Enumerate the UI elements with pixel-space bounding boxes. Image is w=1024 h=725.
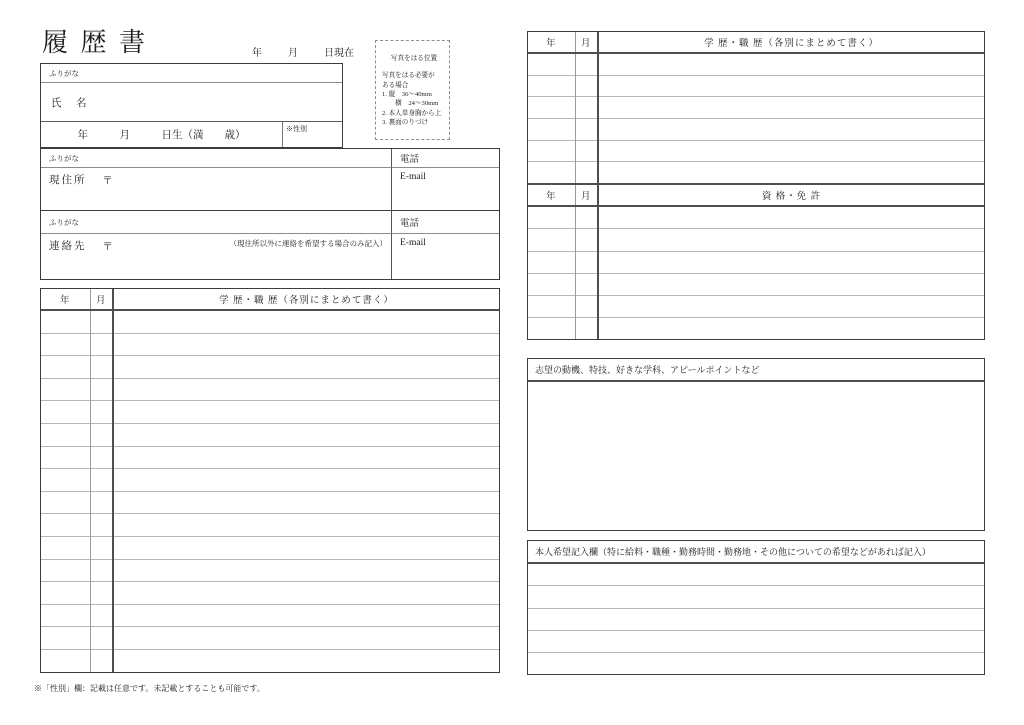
table-cell[interactable] [598, 162, 984, 183]
table-cell[interactable] [90, 333, 113, 356]
table-row [41, 378, 499, 401]
table-cell[interactable] [90, 536, 113, 559]
postal-mark: 〒 [102, 242, 113, 253]
table-cell[interactable] [528, 318, 575, 340]
alt-contact-label: 連絡先 [49, 241, 87, 252]
year-column-header: 年 [41, 289, 90, 310]
table-cell[interactable] [113, 401, 499, 424]
photo-note-line: 3. 裏面のりづけ [382, 119, 429, 127]
table-row [41, 469, 499, 492]
table-row [41, 649, 499, 671]
page-title: 履 歴 書 [42, 28, 149, 57]
table-cell[interactable] [598, 273, 984, 295]
date-day-label: 日現在 [324, 48, 354, 59]
table-cell[interactable] [41, 536, 90, 559]
email-label: E-mail [400, 238, 426, 248]
table-cell[interactable] [90, 559, 113, 582]
table-row [41, 582, 499, 605]
table-cell[interactable] [90, 310, 113, 333]
motivation-input-area[interactable] [528, 382, 984, 528]
alt-phone-cell [392, 211, 499, 234]
qualifications-column-header: 資 格・免 許 [598, 184, 984, 206]
table-row [41, 446, 499, 469]
table-cell[interactable] [528, 630, 984, 652]
table-cell[interactable] [598, 140, 984, 162]
table-cell[interactable] [575, 97, 598, 119]
table-cell[interactable] [113, 514, 499, 537]
address-furigana-row [41, 149, 392, 168]
phone-label: 電話 [400, 155, 420, 165]
alt-contact-row [41, 234, 392, 279]
name-furigana-row [41, 64, 342, 83]
table-row [41, 627, 499, 650]
table-cell[interactable] [90, 378, 113, 401]
table-row [41, 536, 499, 559]
table-cell[interactable] [90, 627, 113, 650]
wishes-header: 本人希望記入欄（特に給料・職種・勤務時間・勤務地・その他についての希望などがあれば記入） [528, 541, 984, 564]
education-history-table-left [40, 288, 500, 673]
table-row [41, 423, 499, 446]
table-header-row [528, 32, 984, 53]
date-year-label: 年 [252, 48, 262, 59]
photo-placeholder-box [375, 40, 450, 140]
table-cell[interactable] [41, 627, 90, 650]
table-cell[interactable] [528, 53, 575, 75]
table-cell[interactable] [528, 251, 575, 273]
table-cell[interactable] [598, 295, 984, 317]
table-cell[interactable] [113, 423, 499, 446]
photo-note-line: 写真をはる必要が [382, 72, 435, 80]
table-cell[interactable] [528, 586, 984, 608]
table-cell[interactable] [598, 251, 984, 273]
table-cell[interactable] [41, 604, 90, 627]
alt-furigana-input-area[interactable] [79, 211, 391, 233]
table-cell[interactable] [528, 273, 575, 295]
table-row [41, 604, 499, 627]
table-row [528, 97, 984, 119]
table-cell[interactable] [41, 469, 90, 492]
email-cell [392, 168, 499, 211]
table-row [41, 491, 499, 514]
table-row [528, 119, 984, 141]
year-column-header: 年 [528, 32, 575, 53]
table-cell[interactable] [41, 333, 90, 356]
table-cell[interactable] [528, 295, 575, 317]
table-row [528, 162, 984, 183]
table-cell[interactable] [90, 446, 113, 469]
alt-email-cell [392, 234, 499, 279]
personal-wishes-section [527, 540, 985, 675]
table-cell[interactable] [528, 653, 984, 675]
furigana-label: ふりがな [49, 153, 79, 163]
table-row [41, 356, 499, 379]
right-page-tables [527, 31, 985, 340]
table-cell[interactable] [575, 251, 598, 273]
table-cell[interactable] [528, 140, 575, 162]
gender-label: ※性別 [286, 125, 307, 133]
history-column-header: 学 歴・職 歴（各別にまとめて書く） [598, 32, 984, 53]
table-cell[interactable] [575, 75, 598, 97]
table-row [41, 401, 499, 424]
current-date-line [252, 44, 354, 59]
table-cell[interactable] [528, 229, 575, 251]
motivation-header: 志望の動機、特技、好きな学科、アピールポイントなど [528, 359, 984, 382]
table-cell[interactable] [598, 53, 984, 75]
table-cell[interactable] [528, 75, 575, 97]
table-cell[interactable] [41, 491, 90, 514]
table-cell[interactable] [113, 604, 499, 627]
table-cell[interactable] [113, 627, 499, 650]
table-cell[interactable] [113, 333, 499, 356]
table-row [41, 333, 499, 356]
table-row [528, 206, 984, 229]
photo-note-line: ある場合 [382, 81, 409, 89]
table-cell[interactable] [528, 564, 984, 586]
table-cell[interactable] [113, 491, 499, 514]
table-cell[interactable] [41, 559, 90, 582]
table-cell[interactable] [598, 75, 984, 97]
table-cell[interactable] [113, 469, 499, 492]
table-row [528, 75, 984, 97]
photo-note-line: 横 24～30mm [382, 100, 439, 108]
table-cell[interactable] [41, 378, 90, 401]
furigana-label: ふりがな [49, 217, 79, 227]
table-cell[interactable] [113, 582, 499, 605]
table-cell[interactable] [528, 608, 984, 630]
month-column-header: 月 [575, 32, 598, 53]
table-row [528, 229, 984, 251]
phone-cell [392, 149, 499, 168]
email-label: E-mail [400, 172, 426, 182]
month-column-header: 月 [90, 289, 113, 310]
table-cell[interactable] [113, 310, 499, 333]
birthdate-label: 年 月 日生（満 歳） [77, 130, 246, 141]
name-input-area[interactable] [89, 83, 343, 121]
table-cell[interactable] [575, 295, 598, 317]
table-cell[interactable] [41, 582, 90, 605]
table-cell[interactable] [598, 206, 984, 229]
contact-section [40, 148, 500, 280]
table-header-row [528, 184, 984, 206]
table-cell[interactable] [90, 582, 113, 605]
date-month-label: 月 [288, 48, 298, 59]
wishes-table [528, 564, 984, 674]
table-cell[interactable] [113, 446, 499, 469]
table-row [528, 318, 984, 340]
table-row [528, 53, 984, 75]
table-cell[interactable] [41, 310, 90, 333]
table-cell[interactable] [528, 206, 575, 229]
table-cell[interactable] [41, 514, 90, 537]
name-row [41, 83, 342, 122]
table-cell[interactable] [41, 423, 90, 446]
table-row [528, 251, 984, 273]
table-cell[interactable] [528, 119, 575, 141]
table-row [528, 586, 984, 608]
photo-box-title: 写真をはる位置 [390, 55, 438, 62]
table-cell[interactable] [90, 423, 113, 446]
table-cell[interactable] [575, 273, 598, 295]
table-cell[interactable] [575, 119, 598, 141]
table-row [528, 608, 984, 630]
table-cell[interactable] [90, 649, 113, 671]
table-cell[interactable] [598, 229, 984, 251]
photo-note-line: 2. 本人単身胸から上 [382, 109, 442, 117]
table-cell[interactable] [598, 119, 984, 141]
table-header-row [41, 289, 499, 310]
name-section [40, 63, 343, 148]
table-cell[interactable] [528, 162, 575, 183]
birthdate-row [41, 122, 342, 147]
table-cell[interactable] [90, 356, 113, 379]
alt-contact-note: （現住所以外に連絡を希望する場合のみ記入） [229, 239, 387, 248]
table-cell[interactable] [90, 469, 113, 492]
month-column-header: 月 [575, 184, 598, 206]
postal-mark: 〒 [102, 176, 113, 187]
motivation-section [527, 358, 985, 531]
table-cell[interactable] [113, 378, 499, 401]
current-address-row [41, 168, 392, 211]
table-cell[interactable] [575, 229, 598, 251]
table-cell[interactable] [113, 649, 499, 671]
current-address-label: 現住所 [49, 175, 87, 186]
table-row [41, 559, 499, 582]
table-cell[interactable] [41, 356, 90, 379]
alt-furigana-row [41, 211, 392, 234]
table-row [528, 630, 984, 652]
table-row [528, 564, 984, 586]
table-cell[interactable] [575, 162, 598, 183]
table-cell[interactable] [113, 356, 499, 379]
table-cell[interactable] [598, 97, 984, 119]
table-cell[interactable] [90, 401, 113, 424]
name-label: 氏 名 [51, 97, 89, 109]
table-cell[interactable] [90, 604, 113, 627]
table-row [41, 514, 499, 537]
name-furigana-input-area[interactable] [79, 64, 342, 82]
table-cell[interactable] [90, 514, 113, 537]
history-column-header: 学 歴・職 歴（各別にまとめて書く） [113, 289, 499, 310]
phone-label: 電話 [400, 219, 420, 229]
table-row [528, 295, 984, 317]
table-cell[interactable] [41, 446, 90, 469]
qualifications-table [528, 183, 984, 339]
table-cell[interactable] [575, 53, 598, 75]
table-row [528, 140, 984, 162]
table-cell[interactable] [90, 491, 113, 514]
current-address-input-area[interactable] [113, 172, 392, 210]
table-cell[interactable] [598, 318, 984, 340]
table-cell[interactable] [575, 206, 598, 229]
year-column-header: 年 [528, 184, 575, 206]
table-row [528, 653, 984, 675]
table-cell[interactable] [41, 649, 90, 671]
photo-note-line: 1. 縦 36～40mm [382, 91, 432, 99]
table-cell[interactable] [575, 140, 598, 162]
table-cell[interactable] [528, 97, 575, 119]
table-cell[interactable] [113, 559, 499, 582]
education-history-table-right [528, 32, 984, 183]
table-cell[interactable] [113, 536, 499, 559]
gender-field[interactable] [282, 122, 342, 147]
table-row [528, 273, 984, 295]
address-furigana-input-area[interactable] [79, 149, 391, 167]
gender-footnote: ※「性別」欄：記載は任意です。未記載とすることも可能です。 [34, 684, 265, 693]
table-row [41, 310, 499, 333]
table-cell[interactable] [575, 318, 598, 340]
furigana-label: ふりがな [49, 68, 79, 78]
table-cell[interactable] [41, 401, 90, 424]
